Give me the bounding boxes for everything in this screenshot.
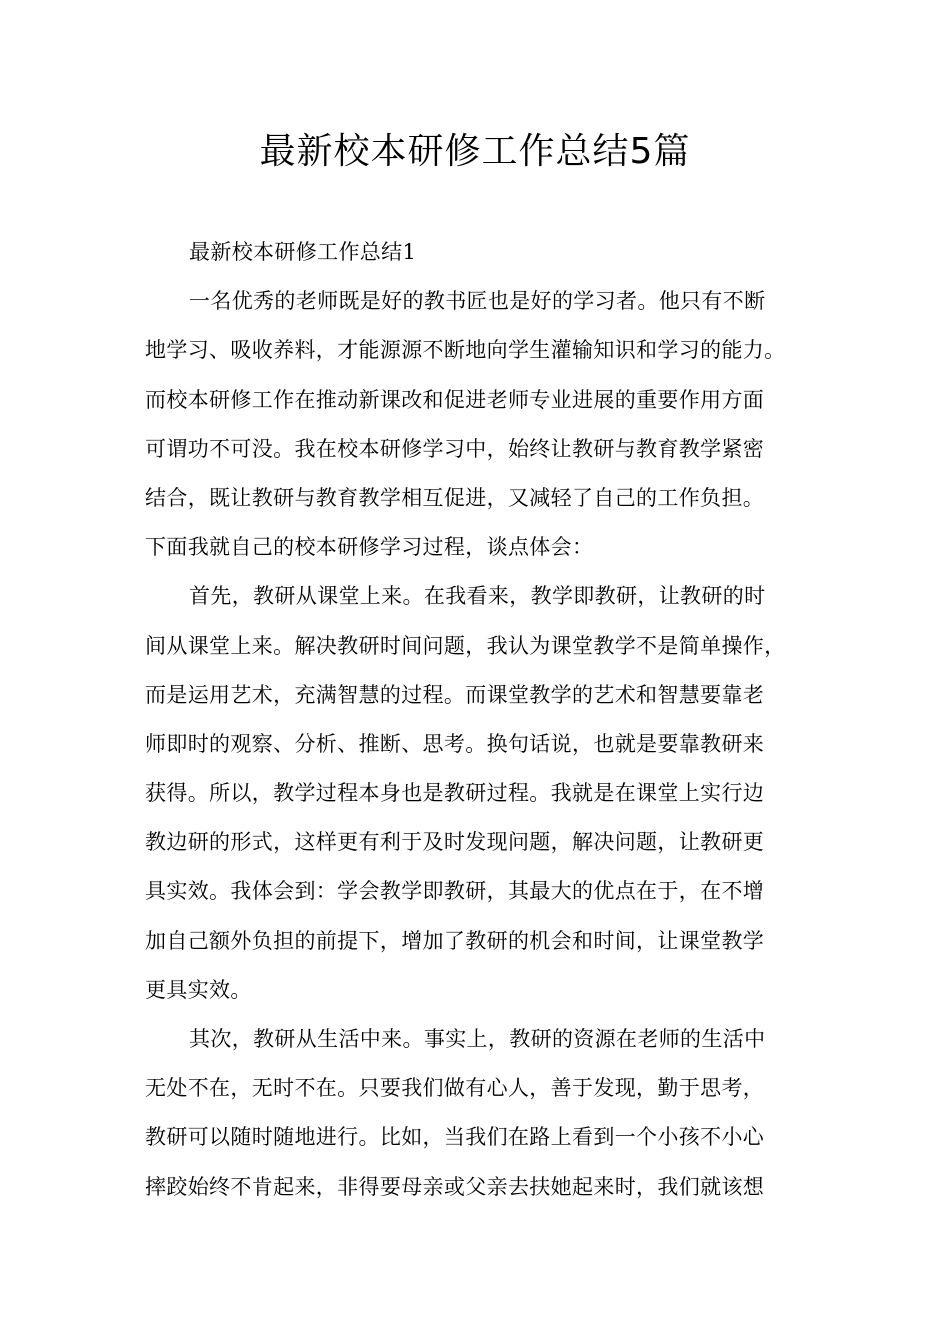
paragraph-line: 无处不在，无时不在。只要我们做有心人，善于发现，勤于思考， (145, 1076, 765, 1101)
paragraph-line: 加自己额外负担的前提下，增加了教研的机会和时间，让课堂教学 (145, 928, 765, 953)
paragraph-line: 结合，既让教研与教育教学相互促进，又减轻了自己的工作负担。 (145, 485, 765, 510)
paragraph-line: 首先，教研从课堂上来。在我看来，教学即教研，让教研的时 (189, 584, 766, 609)
paragraph-line: 下面我就自己的校本研修学习过程，谈点体会： (145, 535, 594, 560)
paragraph-line: 教边研的形式，这样更有利于及时发现问题，解决问题，让教研更 (145, 830, 765, 855)
paragraph-line: 而校本研修工作在推动新课改和促进老师专业进展的重要作用方面 (145, 387, 765, 412)
section-heading: 最新校本研修工作总结1 (189, 240, 417, 264)
paragraph-line: 师即时的观察、分析、推断、思考。换句话说，也就是要靠教研来 (145, 731, 765, 756)
paragraph-line: 其次，教研从生活中来。事实上，教研的资源在老师的生活中 (189, 1027, 766, 1051)
document-title: 最新校本研修工作总结5篇 (259, 131, 691, 172)
paragraph-line: 地学习、吸收养料，才能源源不断地向学生灌输知识和学习的能力。 (145, 338, 786, 363)
paragraph-line: 可谓功不可没。我在校本研修学习中，始终让教研与教育教学紧密 (145, 436, 765, 461)
paragraph-line: 而是运用艺术，充满智慧的过程。而课堂教学的艺术和智慧要靠老 (145, 682, 765, 707)
document-body (145, 228, 825, 1212)
paragraph-line: 一名优秀的老师既是好的教书匠也是好的学习者。他只有不断 (189, 289, 766, 314)
paragraph-line: 获得。所以，教学过程本身也是教研过程。我就是在课堂上实行边 (145, 781, 765, 806)
paragraph-line: 更具实效。 (145, 977, 252, 1002)
paragraph-line: 具实效。我体会到：学会教学即教研，其最大的优点在于，在不增 (145, 879, 765, 904)
paragraph-line: 摔跤始终不肯起来，非得要母亲或父亲去扶她起来时，我们就该想 (145, 1174, 765, 1199)
paragraph-line: 教研可以随时随地进行。比如，当我们在路上看到一个小孩不小心 (145, 1125, 765, 1150)
paragraph-line: 间从课堂上来。解决教研时间问题，我认为课堂教学不是简单操作， (145, 633, 786, 658)
